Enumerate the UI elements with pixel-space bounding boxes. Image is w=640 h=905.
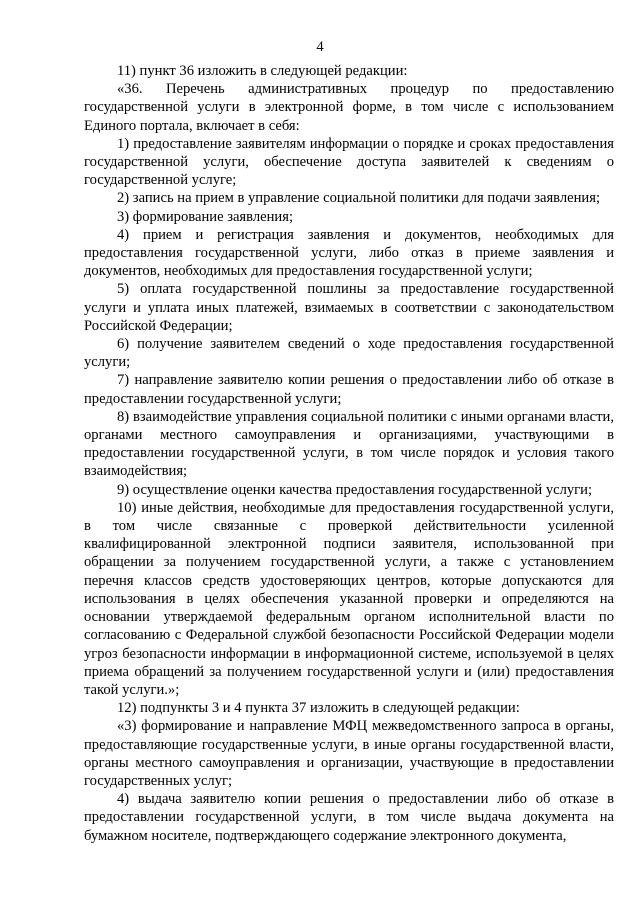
- list-item-9: 9) осуществление оценки качества предоставления государственной услуги;: [117, 481, 593, 498]
- list-item-5: 5) оплата государственной пошлины за предоставление государственной услуги и уплата иных платежей, взимаемых в соответствии с законодательством Российской Федерации;: [84, 281, 614, 334]
- list-item-7: 7) направление заявителю копии решения о предоставлении либо об отказе в предоставлении государственной услуги;: [84, 372, 614, 407]
- list-item-4: 4) прием и регистрация заявления и документов, необходимых для предоставления государственной услуги, либо отказ в приеме заявления и документов, необходимых для предоставления государственной услуги;: [84, 226, 614, 280]
- paragraph-item-12: 12) подпункты 3 и 4 пункта 37 изложить в следующей редакции:: [117, 700, 520, 717]
- list-item-10: 10) иные действия, необходимые для предоставления государственной услуги, в том числе связанные с проверкой действительности усиленной квалифицированной электронной подписи заявителя, использованной при обращении за получением государственной услуги, а также с установлением перечня классов средств удостоверяющих центров, которые допускаются для использования в целях обеспечения указанной проверки и определяются на основании утверждаемой федеральным органом исполнительной власти по согласованию с Федеральной службой безопасности Российской Федерации модели угроз безопасности информации в информационной системе, используемой в целях приема обращений за получением государственной услуги и (или) предоставления такой услуги.»;: [84, 499, 614, 698]
- page-number: 4: [316, 39, 324, 55]
- document-body: [84, 62, 614, 845]
- subitem-3: «3) формирование и направление МФЦ межведомственного запроса в органы, предоставляющие государственные услуги, в иные органы государственной власти, органы местного самоуправления и организации, участвующие в предоставлении государственных услуг;: [84, 718, 614, 789]
- list-item-6: 6) получение заявителем сведений о ходе предоставления государственной услуги;: [84, 336, 614, 371]
- list-item-2: 2) запись на прием в управление социальной политики для подачи заявления;: [117, 190, 601, 207]
- list-item-1: 1) предоставление заявителям информации о порядке и сроках предоставления государственной услуги, обеспечение доступа заявителей к сведениям о государственной услуге;: [84, 135, 614, 189]
- subitem-4: 4) выдача заявителю копии решения о предоставлении либо об отказе в предоставлении государственной услуги, в том числе выдача документа на бумажном носителе, подтверждающего содержание электронного документа,: [84, 791, 614, 844]
- paragraph-item-11: 11) пункт 36 изложить в следующей редакции:: [117, 63, 408, 79]
- list-item-8: 8) взаимодействие управления социальной политики с иными органами власти, органами местного самоуправления и организациями, участвующими в предоставлении государственной услуги, в том числе порядок и условия такого взаимодействия;: [84, 408, 614, 480]
- paragraph-clause-36: «36. Перечень административных процедур по предоставлению государственной услуги в электронной форме, в том числе с использованием Единого портала, включает в себя:: [84, 81, 614, 134]
- list-item-3: 3) формирование заявления;: [117, 208, 293, 225]
